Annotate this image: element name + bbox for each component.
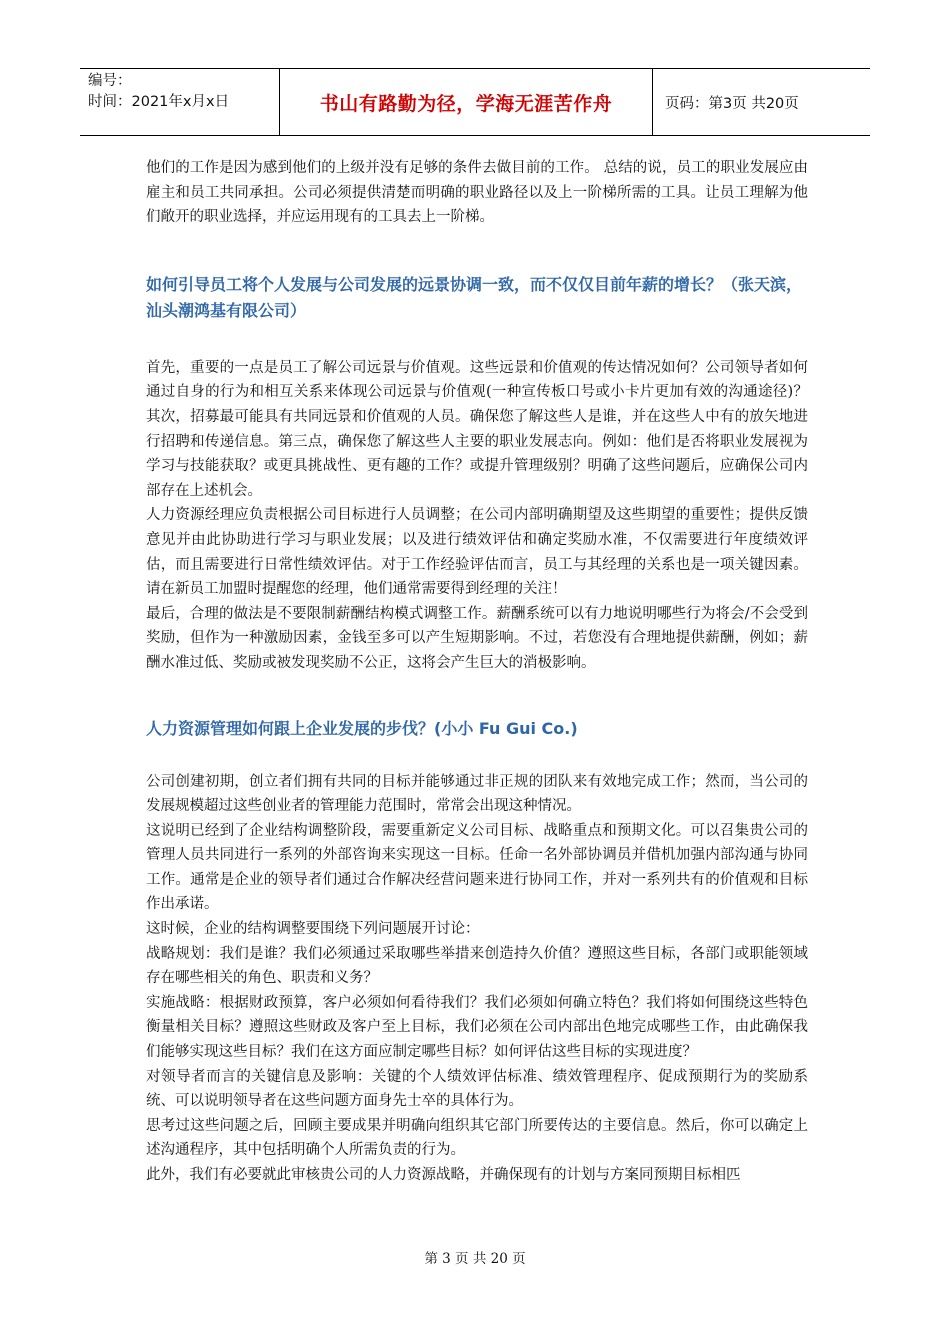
document-body bbox=[146, 156, 808, 1188]
paragraph: 此外，我们有必要就此审核贵公司的人力资源战略，并确保现有的计划与方案同预期目标相匹 bbox=[146, 1167, 741, 1183]
header-meta bbox=[80, 69, 280, 135]
paragraph: 这说明已经到了企业结构调整阶段，需要重新定义公司目标、战略重点和预期文化。可以召集贵公司的管理人员共同进行一系列的外部咨询来实现这一目标。任命一名外部协调员并借机加强内部沟通与协同工作。通常是企业的领导者们通过合作解决经营问题来进行协同工作，并对一系列共有的价值观和目标作出承诺。 bbox=[146, 822, 808, 913]
document-time-label: 时间：2021年x月x日 bbox=[88, 94, 230, 110]
paragraph: 实施战略：根据财政预算，客户必须如何看待我们？我们必须如何确立特色？我们将如何围绕这些特色衡量相关目标？遵照这些财政及客户至上目标，我们必须在公司内部出色地完成哪些工作，由此确保我们能够实现这些目标？我们在这方面应制定哪些目标？如何评估这些目标的实现进度？ bbox=[146, 994, 808, 1061]
paragraph: 公司创建初期，创立者们拥有共同的目标并能够通过非正规的团队来有效地完成工作；然而，当公司的发展规模超过这些创业者的管理能力范围时，常常会出现这种情况。 bbox=[146, 773, 808, 815]
paragraph: 战略规划：我们是谁？我们必须通过采取哪些举措来创造持久价值？遵照这些目标，各部门或职能领域存在哪些相关的角色、职责和义务？ bbox=[146, 945, 808, 987]
paragraph: 首先，重要的一点是员工了解公司远景与价值观。这些远景和价值观的传达情况如何？公司领导者如何通过自身的行为和相互关系来体现公司远景与价值观(一种宣传板口号或小卡片更加有效的沟通途径)？其次，招募最可能具有共同远景和价值观的人员。确保您了解这些人是谁，并在这些人中有的放矢地进行招聘和传递信息。第三点，确保您了解这些人主要的职业发展志向。例如：他们是否将职业发展视为学习与技能获取？或更具挑战性、更有趣的工作？或提升管理级别？明确了这些问题后，应确保公司内部存在上述机会。 bbox=[146, 359, 808, 499]
header-page-info: 页码：第3页 共20页 bbox=[665, 95, 799, 112]
page-footer: 第 3 页 共 20 页 bbox=[424, 1251, 526, 1267]
paragraph: 对领导者而言的关键信息及影响：关键的个人绩效评估标准、绩效管理程序、促成预期行为的奖励系统、可以说明领导者在这些问题方面身先士卒的具体行为。 bbox=[146, 1068, 808, 1110]
header-page-cell bbox=[653, 69, 870, 135]
document-number-label: 编号： bbox=[88, 73, 132, 89]
paragraph: 思考过这些问题之后，回顾主要成果并明确向组织其它部门所要传达的主要信息。然后，你可以确定上述沟通程序，其中包括明确个人所需负责的行为。 bbox=[146, 1117, 808, 1159]
header-motto: 书山有路勤为径，学海无涯苦作舟 bbox=[319, 92, 613, 115]
paragraph: 这时候，企业的结构调整要围绕下列问题展开讨论： bbox=[146, 921, 480, 938]
paragraph: 他们的工作是因为感到他们的上级并没有足够的条件去做目前的工作。 总结的说，员工的职业发展应由雇主和员工共同承担。公司必须提供清楚而明确的职业路径以及上一阶梯所需的工具。让员工理解为他们敞开的职业选择，并应运用现有的工具去上一阶梯。 bbox=[146, 160, 808, 226]
section-heading: 如何引导员工将个人发展与公司发展的远景协调一致，而不仅仅目前年薪的增长？（张天滨，汕头潮鸿基有限公司） bbox=[146, 274, 803, 320]
paragraph: 最后，合理的做法是不要限制薪酬结构模式调整工作。薪酬系统可以有力地说明哪些行为将会/不会受到奖励，但作为一种激励因素，金钱至多可以产生短期影响。不过，若您没有合理地提供薪酬，例如；薪酬水准过低、奖励或被发现奖励不公正，这将会产生巨大的消极影响。 bbox=[146, 605, 808, 671]
header-motto-cell bbox=[280, 69, 653, 135]
section-heading: 人力资源管理如何跟上企业发展的步伐？(小小 Fu Gui Co.) bbox=[146, 718, 578, 738]
page-header bbox=[80, 68, 870, 136]
paragraph: 人力资源经理应负责根据公司目标进行人员调整；在公司内部明确期望及这些期望的重要性；提供反馈意见并由此协助进行学习与职业发展；以及进行绩效评估和确定奖励水准，不仅需要进行年度绩效评估，而且需要进行日常性绩效评估。对于工作经验评估而言，员工与其经理的关系也是一项关键因素。请在新员工加盟时提醒您的经理，他们通常需要得到经理的关注！ bbox=[146, 507, 808, 598]
